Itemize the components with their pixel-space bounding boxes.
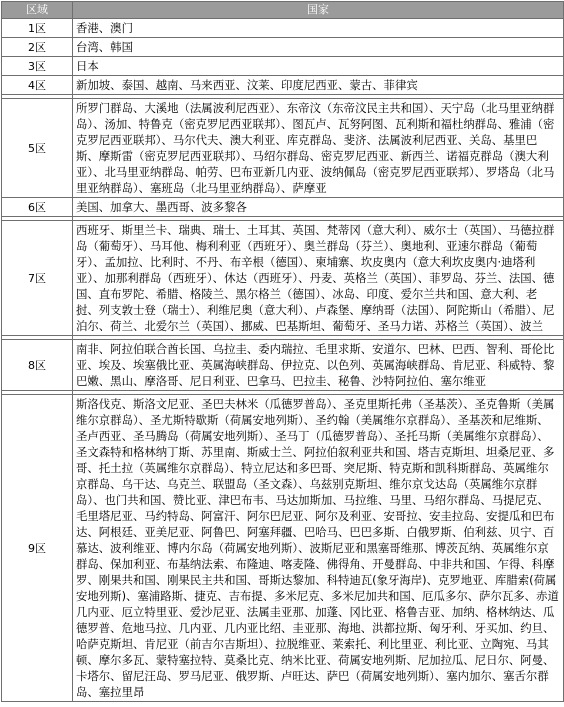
zone-countries: 所罗门群岛、大溪地（法属波利尼西亚）、东帝汶（东帝汶民主共和国）、天宁岛（北马里亚纳群岛）、汤加、特鲁克（密克罗尼西亚联邦）、图瓦卢、瓦努阿图、瓦利斯和福杜纳群岛、雅浦（密克罗尼西亚联邦）、马尔代夫、澳大利亚、库克群岛、斐济、法属波利尼西亚、关岛、基里巴斯、摩斯雷（密克罗尼西亚联邦）、马绍尔群岛、密克罗尼西亚、新西兰、诺福克群岛（澳大利亚）、北马里亚纳群岛、帕劳、巴布亚新几内亚、波纳佩岛（密克罗尼西亚联邦）、罗塔岛（北马里亚纳群岛）、塞班岛（北马里亚纳群岛）、萨摩亚 [73,99,564,198]
table-header-row [2,2,564,19]
countries-column-header: 国家 [73,2,564,19]
zone-countries: 西班牙、斯里兰卡、瑞典、瑞士、土耳其、英国、梵蒂冈（意大利）、威尔士（英国）、马德拉群岛（葡萄牙）、马耳他、梅利利亚（西班牙）、奥兰群岛（芬兰）、奥地利、亚速尔群岛（葡萄牙）、孟加拉、比利时、不丹、布辛根（德国）、柬埔寨、坎皮奥内（意大利坎皮奥内·迪塔利亚）、加那利群岛（西班牙）、休达（西班牙）、丹麦、英格兰（英国）、菲罗岛、芬兰、法国、德国、直布罗陀、希腊、格陵兰、黑尔格兰（德国）、冰岛、印度、爱尔兰共和国、意大利、老挝、列支敦士登（瑞士）、利维尼奥（意大利）、卢森堡、摩纳哥（法国）、阿陀斯山（希腊）、尼泊尔、荷兰、北爱尔兰（英国）、挪威、巴基斯坦、葡萄牙、圣马力诺、苏格兰（英国）、波兰 [73,221,564,336]
zone-label: 4区 [2,76,73,95]
zone-label: 6区 [2,198,73,217]
zone-countries: 日本 [73,57,564,76]
table-row [2,395,564,702]
zone-countries: 南非、阿拉伯联合酋长国、乌拉圭、委内瑞拉、毛里求斯、安道尔、巴林、巴西、智利、哥伦比亚、埃及、埃塞俄比亚、英属海峡群岛、伊拉克、以色列、英属海峡群岛、肯尼亚、科威特、黎巴嫩、黑山、摩洛哥、尼日利亚、巴拿马、巴拉圭、秘鲁、沙特阿拉伯、塞尔维亚 [73,340,564,391]
zone-countries: 台湾、韩国 [73,38,564,57]
zone-label: 2区 [2,38,73,57]
zone-label: 5区 [2,99,73,198]
table-row [2,198,564,217]
table-row [2,340,564,391]
table-row [2,221,564,336]
zone-column-header: 区域 [2,2,73,19]
zone-countries: 斯洛伐克、斯洛文尼亚、圣巴夫林米（瓜德罗普岛）、圣克里斯托弗（圣基茨）、圣克鲁斯（美属维尔京群岛）、圣尤斯特歇斯（荷属安地列斯）、圣约翰（美属维尔京群岛）、圣基茨和尼维斯、圣卢西亚、圣马腾岛（荷属安地列斯）、圣马丁（瓜德罗普岛）、圣托马斯（美属维尔京群岛）、圣文森特和格林纳丁斯、苏里南、斯威士兰、阿拉伯叙利亚共和国、塔吉克斯坦、坦桑尼亚、多哥、托土拉（英属维尔京群岛）、特立尼达和多巴哥、突尼斯、特克斯和凯科斯群岛、英属维尔京群岛、乌干达、乌克兰、联盟岛（圣文森）、乌兹别克斯坦、维尔京戈达岛（英属维尔京群岛）、也门共和国、赞比亚、津巴布韦、马达加斯加、马拉维、马里、马绍尔群岛、马提尼克、毛里塔尼亚、马约特岛、阿富汗、阿尔巴尼亚、阿尔及利亚、安哥拉、安圭拉岛、安提瓜和巴布达、阿根廷、亚美尼亚、阿鲁巴、阿塞拜疆、巴哈马、巴巴多斯、白俄罗斯、伯利兹、贝宁、百慕达、波利维亚、博内尔岛（荷属安地列斯）、波斯尼亚和黑塞哥维那、博茨瓦纳、英属维尔京群岛、保加利亚、布基纳法索、布隆迪、喀麦隆、佛得角、开曼群岛、中非共和国、乍得、科摩罗、刚果共和国、刚果民主共和国、哥斯达黎加、科特迪瓦(象牙海岸)、克罗地亚、库腊索(荷属安地列斯)、塞浦路斯、捷克、吉布提、多米尼克、多米尼加共和国、厄瓜多尔、萨尔瓦多、赤道几内亚、厄立特里亚、爱沙尼亚、法属圭亚那、加蓬、冈比亚、格鲁吉亚、加纳、格林纳达、瓜德罗普、危地马拉、几内亚、几内亚比绍、圭亚那、海地、洪都拉斯、匈牙利、牙买加、约旦、哈萨克斯坦、肯尼亚（前吉尔吉斯坦）、拉脱维亚、莱索托、利比里亚、利比亚、立陶宛、马其顿、摩尔多瓦、蒙特塞拉特、莫桑比克、纳米比亚、荷属安地列斯、尼加拉瓜、尼日尔、阿曼、卡塔尔、留尼汪岛、罗马尼亚、俄罗斯、卢旺达、萨巴（荷属安地列斯）、塞内加尔、塞舌尔群岛、塞拉里昂 [73,395,564,702]
zone-label: 7区 [2,221,73,336]
zone-label: 8区 [2,340,73,391]
table-row [2,76,564,95]
table-row [2,38,564,57]
table-row [2,57,564,76]
zone-country-table [1,1,564,702]
zone-label: 1区 [2,19,73,38]
table-row [2,99,564,198]
zone-countries: 美国、加拿大、墨西哥、波多黎各 [73,198,564,217]
zone-label: 9区 [2,395,73,702]
zone-countries: 新加坡、泰国、越南、马来西亚、汶莱、印度尼西亚、蒙古、菲律宾 [73,76,564,95]
zone-countries: 香港、澳门 [73,19,564,38]
zone-label: 3区 [2,57,73,76]
table-row [2,19,564,38]
